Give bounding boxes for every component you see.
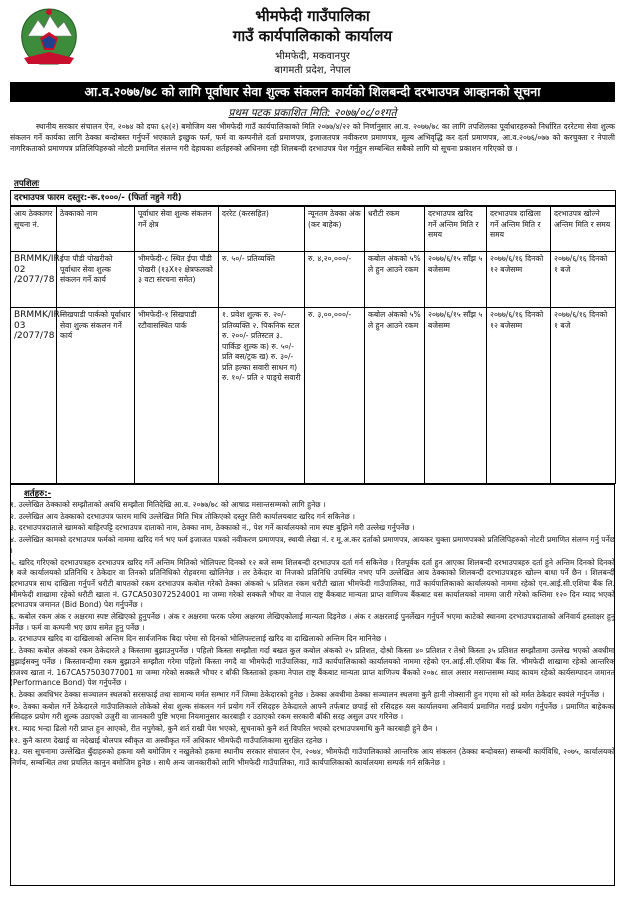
cell-buy: २०७७/६/१५ साँझ ५ बजेसम्म xyxy=(425,252,487,308)
condition-item: ११. म्याद भन्दा ढिलो गरी प्राप्त हुन आएको, रीत नपुगेको, कुनै शर्त राखी पेश भएको, सूचनाको कुनै शर्त विपरित भएको दरभाउपत्रमाथि कुनै कारबाही हुने छैन । xyxy=(10,724,438,734)
condition-item: ८. ठेक्का कबोल अंकको रकम ठेकेदारले ३ किस्तामा बुझाउनुपर्नेछ । पहिलो किस्ता सम्झौता गर्दा बखत कुल कबोल अंकको २५ प्रतिशत, दोश्रो किस्ता ४० प्रतिशत र तेश्रो किस्ता ३५ प्रतिशत सम्झौतामा उल्लेख भएको अवधीमा बुझाईसक्नु पर्नेछ । किस्तावन्दीमा रकम बुझाउने सम्झौता गरेमा पहिलो किस्ता नगदै वा भीमफेदी गाउँपालिका, गाउँ कार्यपालिकाको कार्यालयको नाममा रहेको एन.आई.सी.एशिया बैंक लि. भीमफेदी शाखामा रहेको आन्तरिक राजश्व खाता नं. 167CA57503077001 मा जम्मा गरेको सक्कलै भौचर र बाँकी किस्ताको हकमा नेपाल राष्ट्र बैंकबाट मान्यता प्राप्त वाणिज्य बैंकको २०७८ साल असार मसान्तसम्म म्याद कायम रहेको कार्यसम्पादन जमानत (Performance Bond) पेश गर्नुपर्नेछ । xyxy=(10,646,615,688)
office-name: भीमफेदी गाउँपालिका xyxy=(255,7,370,25)
col-header-notice-no: आय ठेक्कागर सूचना नं. xyxy=(11,207,57,252)
office-province: बागमती प्रदेश, नेपाल xyxy=(274,65,351,76)
col-header-buy-deadline: दरभाउपत्र खरिद गर्ने अन्तिम मिति र समय xyxy=(425,207,487,252)
office-subtitle: गाउँ कार्यपालिकाको कार्यालय xyxy=(232,27,393,45)
condition-item: १०. ठेक्का कबोल गर्ने ठेकेदारले गाउँपालिकाले तोकेको सेवा शुल्क संकलन गर्न प्रयोग गर्ने रसिदहरु ठेकेदारले आफ्नै तर्फबाट छपाई सो रसिदहरु यस कार्यालयमा अनिवार्य प्रमाणित गराई प्रयोग गर्नुपर्नेछ । प्रमाणित बाहेकका रसिदहरु प्रयोग गरी शुल्क उठाएको उजुरी वा जानकारी पुष्टि भएमा नियमानुसार कारबाही र उठाएको रकम सरकारी बाँकी सरह असुल उपर गरिनेछ । xyxy=(10,701,615,722)
cell-submit: २०७७/६/१६ दिनको १२ बजेसम्म xyxy=(487,308,551,484)
cell-name: सिखपाडी पार्कको पूर्वाधार सेवा शुल्क संकलन गर्ने कार्य xyxy=(57,308,135,484)
tender-table xyxy=(10,206,616,484)
col-header-submit-deadline: दरभाउपत्र दाखिला गर्ने अन्तिम मिति र समय xyxy=(487,207,551,252)
table-row xyxy=(11,252,616,308)
cell-deposit: कबोल अंकको ५% ले हुन आउने रकम xyxy=(365,252,425,308)
condition-item: ७. दरभाउपत्र खरिद वा दाखिलाको अन्तिम दिन सार्वजनिक बिदा परेमा सो दिनको भोलिपल्टलाई खरिद वा दाखिलाको अन्तिम दिन मानिनेछ । xyxy=(10,634,387,644)
form-fee-line: दरभाउपत्र फारम दस्तुर:-रू.१०००/- (फिर्ता नहुने गरी) xyxy=(10,190,616,206)
condition-item: १२. कुनै कारण देखाई वा नदेखाई बोलपत्र स्वीकृत वा अस्वीकृत गर्ने अधिकार भीमफेदी गाउँपालिकामा सुरक्षित रहनेछ । xyxy=(10,735,328,745)
conditions-list xyxy=(10,500,615,770)
cell-deposit: कबोल अंकको ५% ले हुन आउने रकम xyxy=(365,308,425,484)
cell-code: BRMMK/IR-03 /2077/78 xyxy=(11,308,57,484)
cell-open: २०७७/६/१६ दिनको १ बजे xyxy=(551,252,616,308)
conditions-title: शर्तहरु:- xyxy=(24,489,52,499)
publication-date: प्रथम पटक प्रकाशित मिति: २०७७/०८/०१गते xyxy=(228,107,397,119)
condition-item: १. उल्लेखित ठेक्काको सम्झौताको अवधि सम्झौता मितिदेखि आ.व. २०७७/७८ को आषाढ मसान्तसम्मको लागि हुनेछ । xyxy=(10,500,326,509)
cell-area: भीमफेदी-१ सिखपाडी रटौवासस्थित पार्क xyxy=(135,308,219,484)
condition-item: ४. उल्लेखित कामको दरभाउपत्र फर्मको नाममा खरिद गर्न भए फर्म इजाजत पत्रको नवीकरण प्रमाणपत्र, स्थायी लेखा नं. र मू.अ.कर दर्ताको प्रमाणपत्र, आयकर चुक्ता प्रमाणपत्रको प्रतिलिपिहरुको नोटरी प्रमाणित संलग्न गर्नु पर्नेछ । xyxy=(10,535,615,555)
condition-item: ३. दरभाउपत्रदाताले खामको बाहिरपट्टि दरभाउपत्र दाताको नाम, ठेक्का नाम, ठेक्काको नं., पेश गर्ने कार्यालयको नाम स्पष्ट बुझिने गरी उल्लेख गर्नुपर्नेछ । xyxy=(10,523,415,533)
condition-item: १३. यस सूचनामा उल्लेखित बुँदाहरुको हकमा यसै बमोजिम र नखुलेको हकमा स्थानीय सरकार संचालन ऐन, २०७४, भीमफेदी गाउँपालिकाको आन्तरिक आय संकलन (ठेक्का बन्दोबस्त) सम्बन्धी कार्यविधि, २०७५, कार्यालयको निर्णय, सम्बन्धित तथा प्रचलित कानुन बमोजिम हुनेछ । साथै अन्य जानकारीको लागि भीमफेदी गाउँपालिका, गाउँ कार्यपालिकाको कार्यालयमा सम्पर्क गर्न सकिनेछ । xyxy=(10,747,615,768)
condition-item: २. उल्लेखित आय ठेक्काको दरभाउपत्र फारम माथि उल्लेखित मिति भित्र तोकिएको दस्तुर तिरी कार्यालयबाट खरिद गर्न सकिनेछ । xyxy=(10,511,355,521)
cell-rate: १. प्रवेश शुल्क रु. २०/- प्रतिव्यक्ति २. पिकनिक स्टल रु. २००/- प्रतिस्टल ३. पार्किङ शुल्क क) रु. ५०/- प्रति बस/ट्रक ख) रु. ३०/- प्रति हल्का सवारी साधन ग) रु. १०/- प्रति २ पाङ्ग्रे सवारी xyxy=(219,308,305,484)
cell-submit: २०७७/६/१६ दिनको १२ बजेसम्म xyxy=(487,252,551,308)
notice-title: आ.व.२०७७/७८ को लागि पूर्वाधार सेवा शुल्क संकलन कार्यको शिलबन्दी दरभाउपत्र आव्हानको सूचना xyxy=(10,82,615,102)
cell-name: ईपा पौडी पोखरीको पूर्वाधार सेवा शुल्क संकलन गर्ने कार्य xyxy=(57,252,135,308)
cell-code: BRMMK/IR-02 /2077/78 xyxy=(11,252,57,308)
table-header-row xyxy=(11,207,616,252)
condition-item: ६. कबोल रकम अंक र अक्षरमा स्पष्ट लेखिएको हुनुपर्नेछ । अंक र अक्षरमा फरक परेमा अक्षरमा लेखिएकोलाई मान्यता दिइनेछ । अंक र अक्षरलाई पुनर्लेखन गर्नुपर्ने भएमा काटेको स्थानमा दरभाउपत्रदाताको अनिवार्य हस्ताक्षर हुनु पर्नेछ । फर्म वा कम्पनी भए छाप समेत हुनु पर्नेछ । xyxy=(10,612,615,632)
col-header-min-amount: न्यूनतम ठेक्का अंक (कर बाहेक) xyxy=(305,207,365,252)
condition-item: ९. ठेक्का अवधिभर ठेक्का सञ्चालन स्थलको सरसफाई तथा सामान्य मर्मत सम्भार गर्ने जिम्मा ठेकेदारको हुनेछ । ठेक्का अवधीमा ठेक्का सञ्चालन स्थलमा कुनै हानी नोक्सानी हुन गएमा सो को मर्मत ठेकेदार स्वयंले गर्नुपर्नेछ । xyxy=(10,689,605,699)
col-header-contract-name: ठेक्काको नाम xyxy=(57,207,135,252)
office-address: भीमफेदी, मकवानपुर xyxy=(275,51,350,62)
cell-min: रु. ३,००,०००/- xyxy=(305,308,365,484)
cell-buy: २०७७/६/१५ साँझ ५ बजेसम्म xyxy=(425,308,487,484)
table-row xyxy=(11,308,616,484)
col-header-deposit: धरौटी रकम xyxy=(365,207,425,252)
col-header-opening-time: दरभाउपत्र खोल्ने अन्तिम मिति र समय xyxy=(551,207,616,252)
intro-paragraph: स्थानीय सरकार संचालन ऐन, २०७४ को दफा ६२(२) बमोजिम यस भीमफेदी गाउँ कार्यपालिकाको मिति २०७७/४/२२ को निर्णानुसार आ.व. २०७७/७८ का लागि तपशिलका पूर्वाधारहरुको निर्धारित दररेटमा सेवा शुल्क संकलन गर्ने कार्यका लागि ठेक्का बन्दोबस्त गर्नुपर्ने भएकाले इच्छुक फर्म, फर्म वा कम्पनीले दर्ता प्रमाणपत्र, इजाजतपत्र नवीकरण प्रमाणपत्र, मूल्य अभिवृद्धि कर दर्ता प्रमाणपत्र, आ.व.२०७६/०७७ को करचुक्ता र नेपाली नागरिकताको प्रमाणपत्र प्रतिलिपिहरुको नोटरी प्रमाणित संलग्न गरी देहायका शर्तहरुको अधिनमा रही शिलबन्दी दरभाउपत्र पेश गर्नुहुन सम्बन्धित सबैको लागि यो सूचना प्रकाशन गरिएको छ । xyxy=(10,122,615,153)
cell-rate: रु. ५०/- प्रतिव्यक्ति xyxy=(219,252,305,308)
cell-open: २०७७/६/१६ दिनको १ बजे xyxy=(551,308,616,484)
col-header-area: पूर्वाधार सेवा शुल्क संकलन गर्ने क्षेत्र xyxy=(135,207,219,252)
col-header-rate: दररेट (करसहित) xyxy=(219,207,305,252)
cell-min: रु. ४,२०,०००/- xyxy=(305,252,365,308)
schedule-label: तपशिलः xyxy=(14,179,40,189)
condition-item: ५. खरिद गरिएको दरभाउपत्रहरु दरभाउपत्र खरिद गर्ने अन्तिम मितिको भोलिपल्ट दिनको १२ बजे सम्म शिलबन्दी दरभाउपत्र दर्ता गर्न सकिनेछ । रितपूर्वक दर्ता हुन आएका शिलबन्दी दरभाउपत्रहरु दर्ता हुने अन्तिम दिनको दिनको १ बजे कार्यालयको प्रतिनिधि र ठेकेदार वा तिनको प्रतिनिधिको रोहवरमा खोलिनेछ । तर ठेकेदार वा निजको प्रतिनिधि उपस्थित नभए पनि उल्लेखित आय ठेक्काको शिलबन्दी दरभाउपत्रहरु खोल्न बाधा पर्ने छैन । शिलबन्दी दरभाउपत्र साथ दाखिला गर्नुपर्ने धरौटी बापतको रकम दरभाउपत्र कबोल गरेको ठेक्का अंकको ५ प्रतिशत रकम धरौटी खाता भीमफेदी गाउँपालिका, गाउँ कार्यपालिकाको कार्यालयको नाममा रहेको एन.आई.सी.एशिया बैंक लि. भीमफेदी शाखामा रहेको धरौटी खाता नं. G7CA503072524001 मा जम्मा गरेको सक्कलै भौचर वा नेपाल राष्ट्र बैंकबाट मान्यता प्राप्त वाणिज्य बैंकबाट यस कार्यालयको नाममा जारी गरेको कम्तिमा १२० दिन म्याद भएको दरभाउपत्र जमानत (Bid Bond) पेश गर्नुपर्नेछ । xyxy=(10,557,615,610)
cell-area: भीमफेदी-८ स्थित ईपा पौडी पोखरी (१३X१२ क्षेत्रफलको ३ वटा संरचना समेत) xyxy=(135,252,219,308)
